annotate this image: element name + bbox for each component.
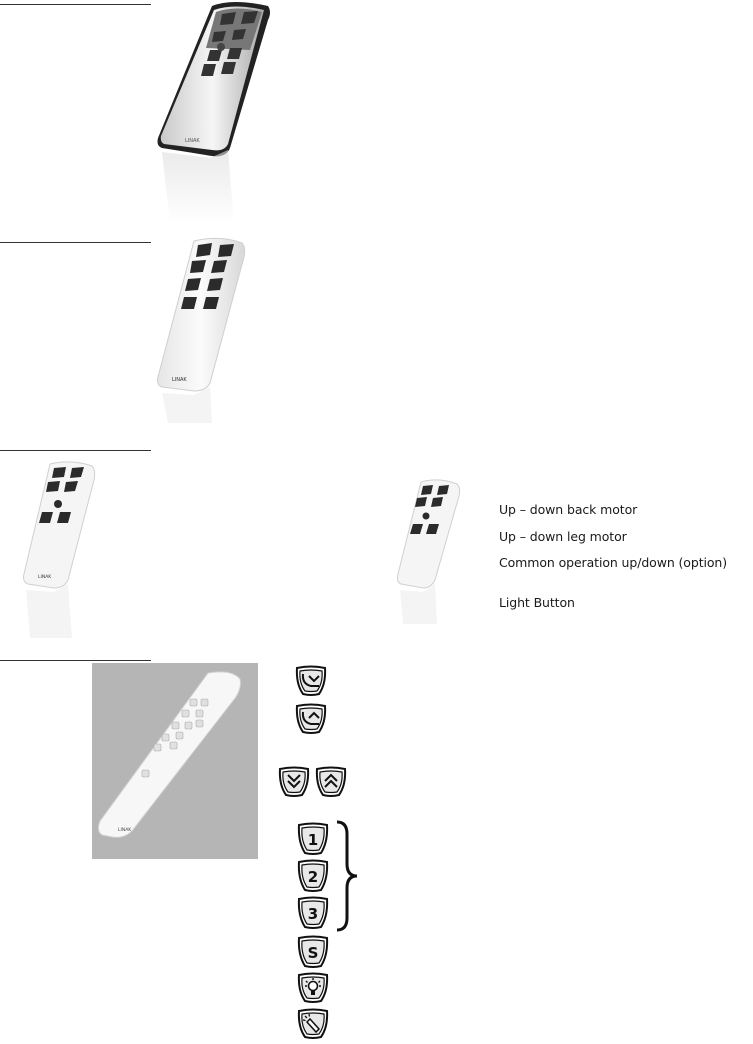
section-divider-3 xyxy=(0,450,151,451)
brand-logo-5: LINAK xyxy=(118,828,132,833)
store-label: S xyxy=(307,944,319,962)
description-common-operation: Common operation up/down (option) xyxy=(499,555,728,570)
remote-photo-white-multi-panel xyxy=(92,663,258,859)
back-motor-up-icon xyxy=(293,702,329,736)
common-up-icon xyxy=(313,765,349,799)
description-light-button: Light Button xyxy=(499,595,575,610)
common-down-icon xyxy=(276,765,312,799)
section-divider-1 xyxy=(0,4,151,5)
remote-photo-white-8 xyxy=(150,235,260,425)
remote-photo-white-7-right xyxy=(395,478,465,626)
memory-3-label: 3 xyxy=(307,905,319,923)
memory-3-button xyxy=(295,895,331,931)
description-back-motor: Up – down back motor xyxy=(499,502,638,517)
brand-logo-2: LINAK xyxy=(172,377,187,383)
memory-2-button xyxy=(295,858,331,894)
remote-photo-white-7-left xyxy=(20,460,105,640)
torch-icon xyxy=(295,1007,331,1041)
section-divider-4 xyxy=(0,660,151,661)
memory-group-brace xyxy=(335,820,359,932)
brand-logo-1: LINAK xyxy=(185,138,200,144)
store-button xyxy=(295,934,331,970)
memory-1-label: 1 xyxy=(307,831,319,849)
description-leg-motor: Up – down leg motor xyxy=(499,529,627,544)
remote-photo-silver xyxy=(150,0,280,225)
section-divider-2 xyxy=(0,242,151,243)
memory-2-label: 2 xyxy=(307,868,319,886)
back-motor-down-icon xyxy=(293,664,329,698)
light-bulb-icon xyxy=(295,971,331,1005)
memory-1-button xyxy=(295,821,331,857)
brand-logo-3: LINAK xyxy=(38,575,52,580)
